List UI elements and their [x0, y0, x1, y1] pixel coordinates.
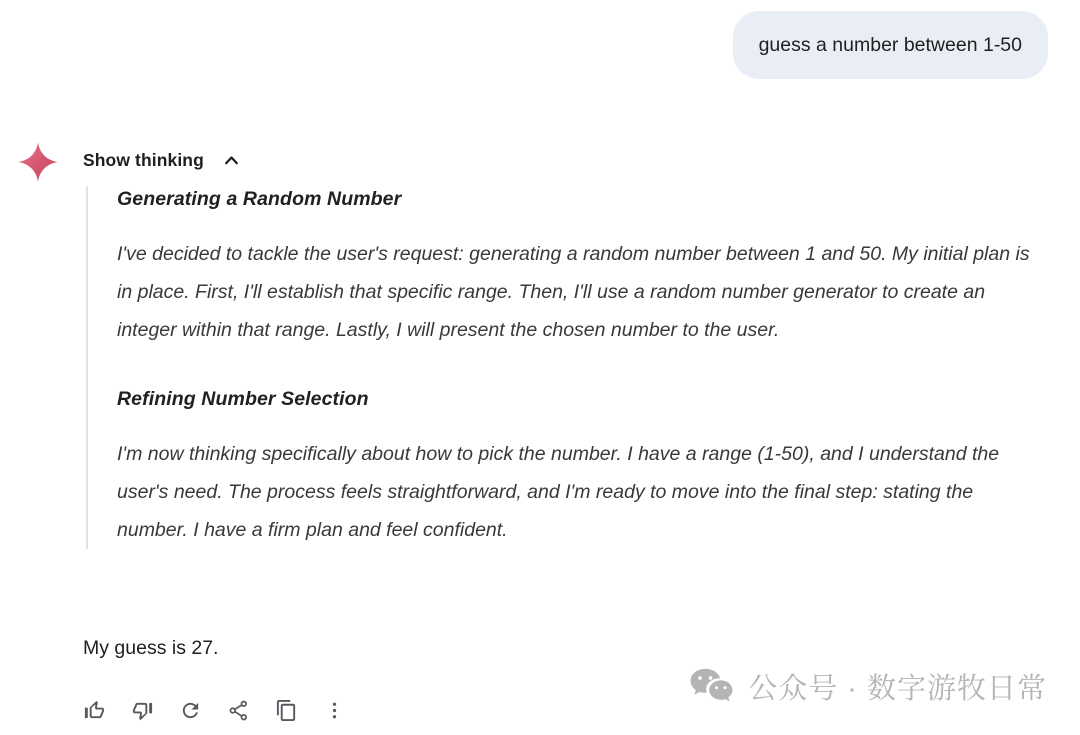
- thinking-section-heading: Generating a Random Number: [117, 188, 402, 210]
- watermark-text: 公众号 · 数字游牧日常: [748, 673, 1047, 705]
- thinking-section-body: I'm now thinking specifically about how to pick the number. I have a range (1-50), and I understand the user's need. The process feels straightforward, and I'm ready to move into the final step: stating the number. I have a firm plan and feel confident.: [117, 443, 1000, 541]
- thinking-panel: [86, 186, 1038, 549]
- more-options-button[interactable]: [320, 696, 349, 725]
- thumbs-up-button[interactable]: [80, 696, 109, 725]
- thinking-section-heading: Refining Number Selection: [117, 388, 369, 410]
- response-action-bar: [80, 696, 349, 725]
- thumbs-down-icon: [131, 699, 154, 722]
- thumbs-down-button[interactable]: [128, 696, 157, 725]
- chevron-up-icon: [221, 150, 242, 171]
- thumbs-up-icon: [83, 699, 106, 722]
- gemini-sparkle-icon: [17, 141, 59, 183]
- assistant-answer-text: My guess is 27.: [83, 637, 219, 659]
- show-thinking-label: Show thinking: [83, 150, 204, 170]
- user-message-row: [733, 11, 1048, 79]
- more-options-icon: [323, 699, 346, 722]
- thinking-section-body: I've decided to tackle the user's request: generating a random number between 1 and 50. My initial plan is in place. First, I'll establish that specific range. Then, I'll use a random number generator to create an integer within that range. Lastly, I will present the chosen number to the user.: [117, 243, 1030, 341]
- show-thinking-toggle[interactable]: [83, 148, 242, 173]
- user-message-bubble: guess a number between 1-50: [733, 11, 1048, 79]
- copy-button[interactable]: [272, 696, 301, 725]
- regenerate-icon: [179, 699, 202, 722]
- watermark: [688, 666, 1047, 707]
- copy-icon: [275, 699, 298, 722]
- share-icon: [227, 699, 250, 722]
- wechat-icon: [688, 667, 735, 707]
- share-button[interactable]: [224, 696, 253, 725]
- regenerate-button[interactable]: [176, 696, 205, 725]
